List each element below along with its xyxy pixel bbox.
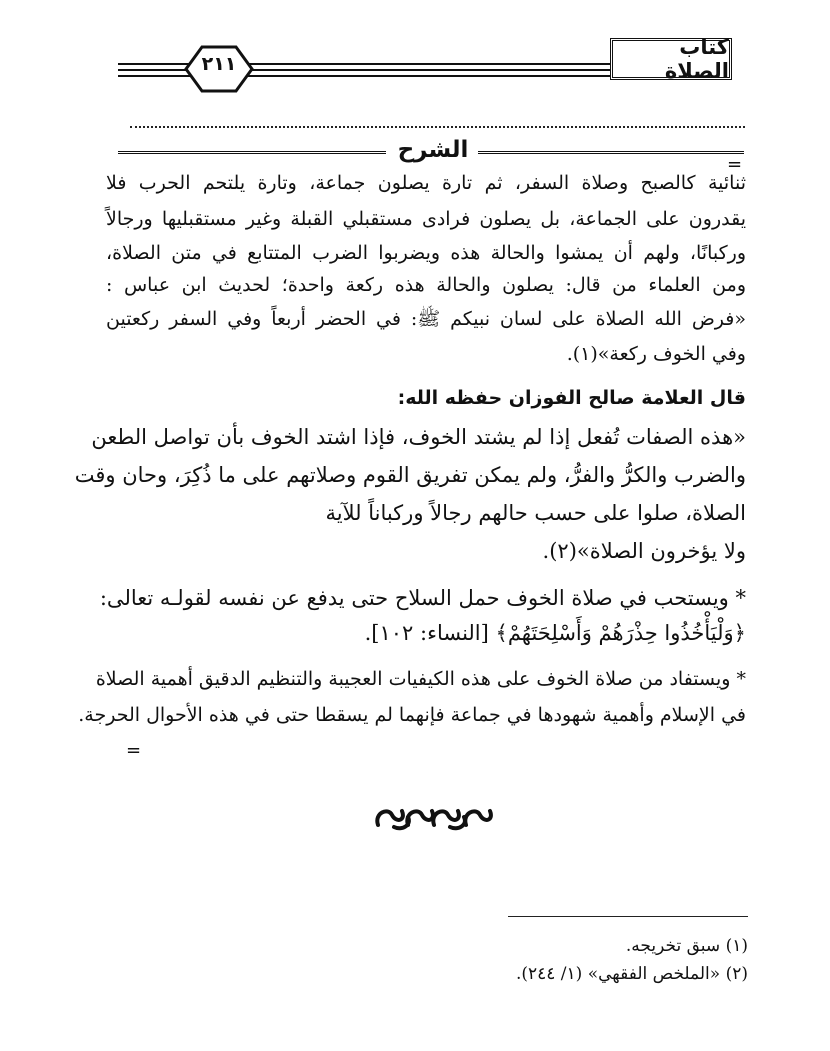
quote-line: ولا يؤخرون الصلاة»(٢). (542, 539, 746, 563)
quote-line: والضرب والكرُّ والفرُّ، ولم يمكن تفريق القوم وصلاتهم على ما ذُكِرَ، وحان وقت (74, 463, 746, 487)
book-title-box (610, 35, 732, 83)
author-heading: قال العلامة صالح الفوزان حفظه الله: (397, 387, 746, 409)
note-line: في الإسلام وأهمية شهودها في جماعة فإنهما لم يسقطا حتى في هذه الأحوال الحرجة. (78, 704, 746, 726)
section-rule-left (118, 151, 386, 154)
book-title: كتاب الصلاة (664, 35, 729, 83)
body-line: ثنائية كالصبح وصلاة السفر، ثم تارة يصلون جماعة، وتارة يلتحم الحرب فلا (106, 172, 746, 194)
footnote: (٢) «الملخص الفقهي» (١/ ٢٤٤). (515, 964, 748, 984)
dotted-separator (130, 126, 745, 128)
section-title: الشرح (397, 137, 469, 163)
margin-mark-bottom: = (126, 740, 142, 761)
section-rule-right (478, 151, 744, 154)
page-number: ٢١١ (201, 53, 237, 75)
quote-line: «هذه الصفات تُفعل إذا لم يشتد الخوف، فإذا اشتد الخوف بأن تواصل الطعن (91, 425, 746, 449)
body-line: وركبانًا، ولهم أن يمشوا والحالة هذه ويضربوا الضرب المتتابع في متن الصلاة، (106, 242, 746, 264)
hadith-line: وفي الخوف ركعة»(١). (566, 343, 746, 365)
quote-line: الصلاة، صلوا على حسب حالهم رجالاً وركباناً للآية (325, 501, 746, 525)
quran-verse-line: ﴿وَلْيَأْخُذُوا حِذْرَهُمْ وَأَسْلِحَتَهُمْ﴾ [النساء: ١٠٢]. (364, 621, 746, 645)
hadith-line: «فرض الله الصلاة على لسان نبيكم ﷺ: في الحضر أربعاً وفي السفر ركعتين (106, 308, 746, 330)
note-line: * ويستفاد من صلاة الخوف على هذه الكيفيات العجيبة والتنظيم الدقيق أهمية الصلاة (95, 668, 746, 690)
margin-mark-top: = (727, 154, 743, 175)
footnote-separator (508, 916, 748, 917)
body-line: يقدرون على الجماعة، بل يصلون فرادى مستقبلي القبلة وغير مستقبليها ورجالاً (106, 208, 746, 230)
body-line: ومن العلماء من قال: يصلون والحالة هذه ركعة واحدة؛ لحديث ابن عباس : (106, 274, 746, 296)
note-line: * ويستحب في صلاة الخوف حمل السلاح حتى يدفع عن نفسه لقولـه تعالى: (99, 586, 746, 610)
section-end-ornament (372, 801, 496, 835)
footnote: (١) سبق تخريجه. (625, 936, 748, 956)
